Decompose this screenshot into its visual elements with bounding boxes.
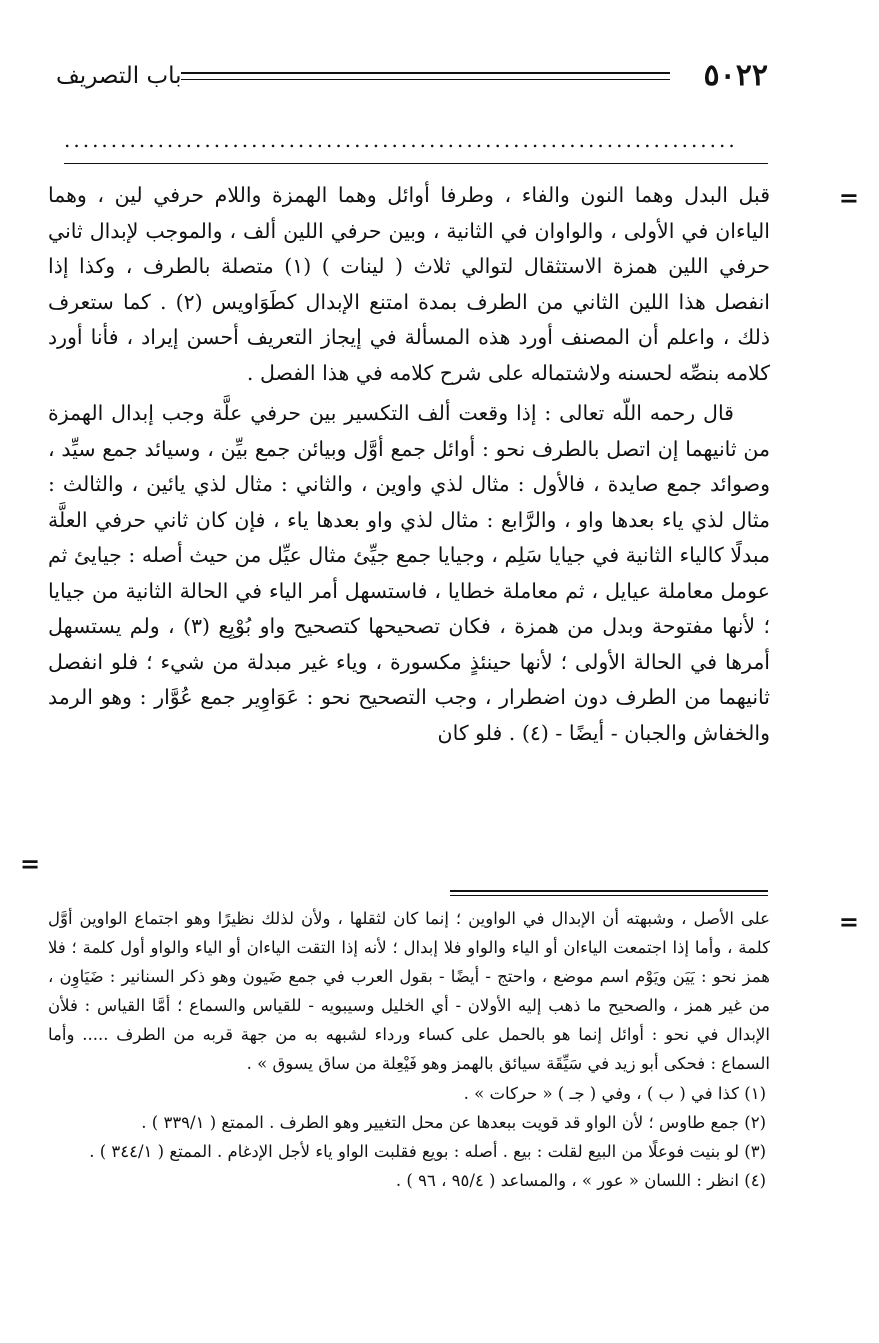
separator-rule	[64, 163, 768, 164]
footnote-list	[48, 1079, 770, 1195]
continuation-mark-end: =	[20, 849, 41, 878]
page-number: ٥٠٢٢	[703, 58, 768, 93]
main-paragraph-1: قبل البدل وهما النون والفاء ، وطرفا أوائل وهما الهمزة واللام حرفي لين ، وهما الياءان في الأولى ، والواوان في الثانية ، وبين حرفي اللين ألف ، والموجب لإبدال ثاني حرفي اللين همزة الاستثقال لتوالي ثلاث ( لينات ) (١) متصلة بالطرف ، وكذا إذا انفصل هذا اللين الثاني من الطرف بمدة امتنع الإبدال كطَوَاويس (٢) . كما ستعرف ذلك ، واعلم أن المصنف أورد هذه المسألة في إيجاز التعريف أحسن إيراد ، فأنا أورد كلامه بنصِّه لحسنه ولاشتماله على شرح كلامه في هذا الفصل .	[48, 183, 770, 385]
footnote-continuation: على الأصل ، وشبهته أن الإبدال في الواوين ؛ إنما كان لثقلها ، ولأن لذلك نظيرًا وهو اجتماع الواوين أوَّل كلمة ، وأما إذا اجتمعت الياءان أو الياء والواو فلا إبدال ؛ لأنه إذا التقت الياءان أو الياء والواو أول كلمة ؛ فلا همز نحو : يَيَن ويَوْم اسم موضع ، واحتج - أيضًا - بقول العرب في جمع ضَيون وهو ذكر السنانير : ضَيَاوِن ، من غير همز ، والصحيح ما ذهب إليه الأولان - أي الخليل وسيبويه - للقياس والسماع ؛ أمَّا القياس : فلأن الإبدال في نحو : أوائل إنما هو بالحمل على كساء ورداء لشبهه به من جهة قربه من الطرف ..... وأما السماع : فحكى أبو زيد في سَيِّقَة سيائق بالهمز وهو فَيْعِلة من ساق يسوق » .	[48, 909, 770, 1073]
main-paragraph-2: قال رحمه اللّه تعالى : إذا وقعت ألف التكسير بين حرفي علَّة وجب إبدال الهمزة من ثانيهما إن اتصل بالطرف نحو : أوائل جمع أوَّل وبيائن جمع بيِّن ، وسيائد جمع سيِّد ، وصوائد جمع صايدة ، فالأول : مثال لذي واوين ، والثاني : مثال لذي يائين ، والثالث : مثال لذي ياء بعدها واو ، والرَّابع : مثال لذي واو بعدها ياء ، فإن كان ثاني حرفي العلَّة مبدلًا كالياء الثانية في جيايا سَلِم ، وجيايا جمع جيِّئ مثال عيِّل من حيث أصله : جيايئ ثم عومل معاملة عيايل ، ثم معاملة خطايا ، فاستسهل أمر الياء في الحالة الثانية من جيايا ؛ لأنها مفتوحة وبدل من همزة ، فكان تصحيحها كتصحيح واو بُوْيِع (٣) ، ولم يستسهل أمرها في الحالة الأولى ؛ لأنها حينئذٍ مكسورة ، وياء غير مبدلة من شيء ؛ فلو انفصل ثانيهما من الطرف دون اضطرار ، وجب التصحيح نحو : عَوَاوِير جمع عُوَّار : وهو الرمد والخفاش والجبان - أيضًا - (٤) . فلو كان	[48, 401, 770, 745]
footnotes	[48, 904, 770, 1195]
main-text	[48, 178, 770, 751]
footnote-1: (١) كذا في ( ب ) ، وفي ( جـ ) « حركات » .	[463, 1084, 766, 1103]
dotted-separator: ........................................................................	[64, 130, 738, 150]
footnote-3: (٣) لو بنيت فوعلًا من البيع لقلت : بيع . أصله : بويع فقلبت الواو ياء لأجل الإدغام . الممتع ( ٣٤٤/١ ) .	[89, 1142, 766, 1161]
chapter-title: باب التصريف	[56, 63, 182, 89]
continuation-mark-start: =	[838, 183, 859, 212]
header-rule	[181, 72, 670, 80]
footnote-2: (٢) جمع طاوس ؛ لأن الواو قد قويت ببعدها عن محل التغيير وهو الطرف . الممتع ( ٣٣٩/١ ) .	[141, 1113, 766, 1132]
footnote-4: (٤) انظر : اللسان « عور » ، والمساعد ( ٩٥/٤ ، ٩٦ ) .	[395, 1171, 766, 1190]
page-header	[56, 56, 768, 96]
footnote-rule	[450, 890, 768, 896]
footnote-continuation-mark: =	[838, 907, 859, 936]
